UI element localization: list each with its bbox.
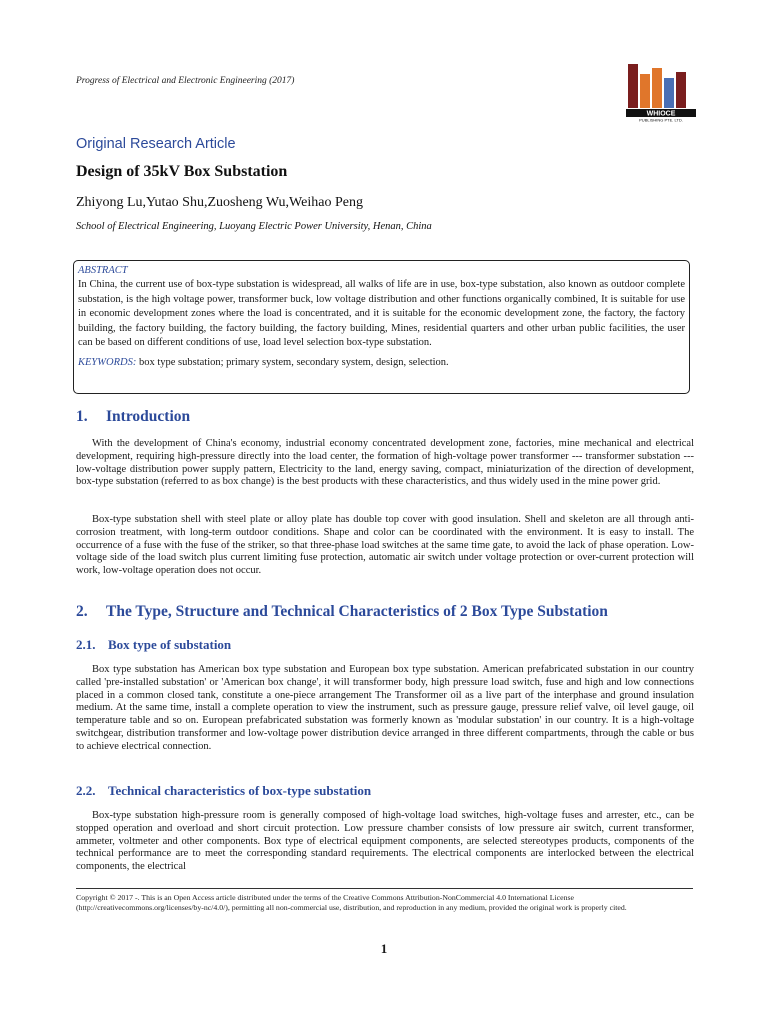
journal-name: Progress of Electrical and Electronic Engineering (2017)	[76, 76, 295, 86]
abstract-heading: ABSTRACT	[78, 265, 128, 276]
section-2-heading	[76, 603, 608, 621]
section-2-2-title: Technical characteristics of box-type substation	[108, 783, 372, 798]
footer-rule	[76, 888, 693, 889]
section-2-number: 2.	[76, 603, 88, 620]
article-type: Original Research Article	[76, 136, 236, 152]
keywords-label: KEYWORDS:	[78, 356, 137, 368]
section-2-2-heading	[76, 783, 371, 799]
logo-text: WHIOCE	[646, 110, 676, 118]
section-2-1-title: Box type of substation	[108, 637, 232, 652]
abstract-box	[73, 260, 690, 394]
paper-title: Design of 35kV Box Substation	[76, 163, 288, 180]
logo-subtext: PUBLISHING PTE. LTD.	[639, 117, 683, 122]
page-number: 1	[380, 941, 388, 956]
section-2-title: The Type, Structure and Technical Characteristics of 2 Box Type Substation	[106, 603, 608, 620]
keywords	[78, 356, 685, 370]
section-2-1-paragraph: Box type substation has American box type substation and European box type substation. American prefabricated substation in our country called 'pre-installed substation' or 'American box change', it will transformer body, high pressure load switch, fuse and high and low connections placed in a common closed tank, constitute a one-piece arrangement The Transformer oil as a live part of the interphase and ground insulation medium. At the same time, install a complete operation to view the instrument, such as pressure gauge, pressure relief valve, oil level gauge, oil temperature table and so on. European prefabricated substation was formerly known as 'modular substation' in our country. It is a high-voltage switchgear, distribution transformer and low-voltage power distribution device arranged in three different compartments, through the cable or bus to achieve electrical connection.	[76, 664, 694, 752]
abstract-text: In China, the current use of box-type substation is widespread, all walks of life are in use, box-type substation, also known as outdoor complete substation, is the high voltage power, transformer buck, low voltage distribution and other functions organically combined, It is suitable for use in economic development zones where the load is concentrated, and it is suitable for the economic development zone, the factory, the factory building, the factory building, the factory building, the factory building, Mines, residential quarters and other urban public facilities, the user can be based on different conditions of use, load level selection box-type substation.	[78, 279, 685, 349]
section-2-1-number: 2.1.	[76, 637, 96, 652]
section-1-number: 1.	[76, 408, 88, 425]
section-2-2-paragraph: Box-type substation high-pressure room is generally composed of high-voltage load switches, high-voltage fuses and arrester, etc., can be stopped operation and overload and short circuit protection. Low pressure chamber consists of low pressure air switch, current transformer, ammeter, voltmeter and other components. Box type of electrical equipment components, are selected stereotypes products, components of the technical performance are to meet the corresponding standard requirements. The electrical components are interlocked between the electrical components, the electrical	[76, 810, 694, 873]
affiliation: School of Electrical Engineering, Luoyang Electric Power University, Henan, China	[76, 221, 432, 232]
section-2-1-heading	[76, 637, 231, 653]
section-2-2-number: 2.2.	[76, 783, 96, 798]
authors: Zhiyong Lu,Yutao Shu,Zuosheng Wu,Weihao Peng	[76, 195, 363, 210]
intro-paragraph-1: With the development of China's economy, industrial economy concentrated development zone, factories, mine mechanical and electrical development, requiring high-pressure directly into the load center, the formation of high-voltage power transformer --- transformer substation --- low-voltage distribution power supply pattern, Electricity to the land, energy saving, compact, miniaturization of the direction of development, box-type substation (referred to as box change) is the best products with these characteristics, and thus widely used in the mine power grid.	[76, 438, 694, 488]
publisher-logo	[626, 62, 696, 122]
section-1-heading	[76, 408, 190, 426]
intro-paragraph-2: Box-type substation shell with steel plate or alloy plate has double top cover with good insulation. Shell and skeleton are all through anti-corrosion treatment, with long-term outdoor conditions. Shape and color can be coordinated with the environment. It is easy to install. The occurrence of a fuse with the fuse of the striker, so that three-phase load switches at the same time gate, to avoid the lack of phase operation. Low-voltage side of the load switch plus current limiting fuse protection, automatic air switch under voltage protection or over-current protection will work, low-voltage operation does not occur.	[76, 514, 694, 577]
copyright-notice: Copyright © 2017 -. This is an Open Access article distributed under the terms of the Creative Commons Attribution-NonCommercial 4.0 International License (http://creativecommons.org/licenses/by-nc/4.0/), permitting all non-commercial use, distribution, and reproduction in any medium, provided the original work is properly cited.	[76, 893, 627, 913]
section-1-title: Introduction	[106, 408, 191, 425]
keywords-text: box type substation; primary system, secondary system, design, selection.	[136, 356, 449, 368]
